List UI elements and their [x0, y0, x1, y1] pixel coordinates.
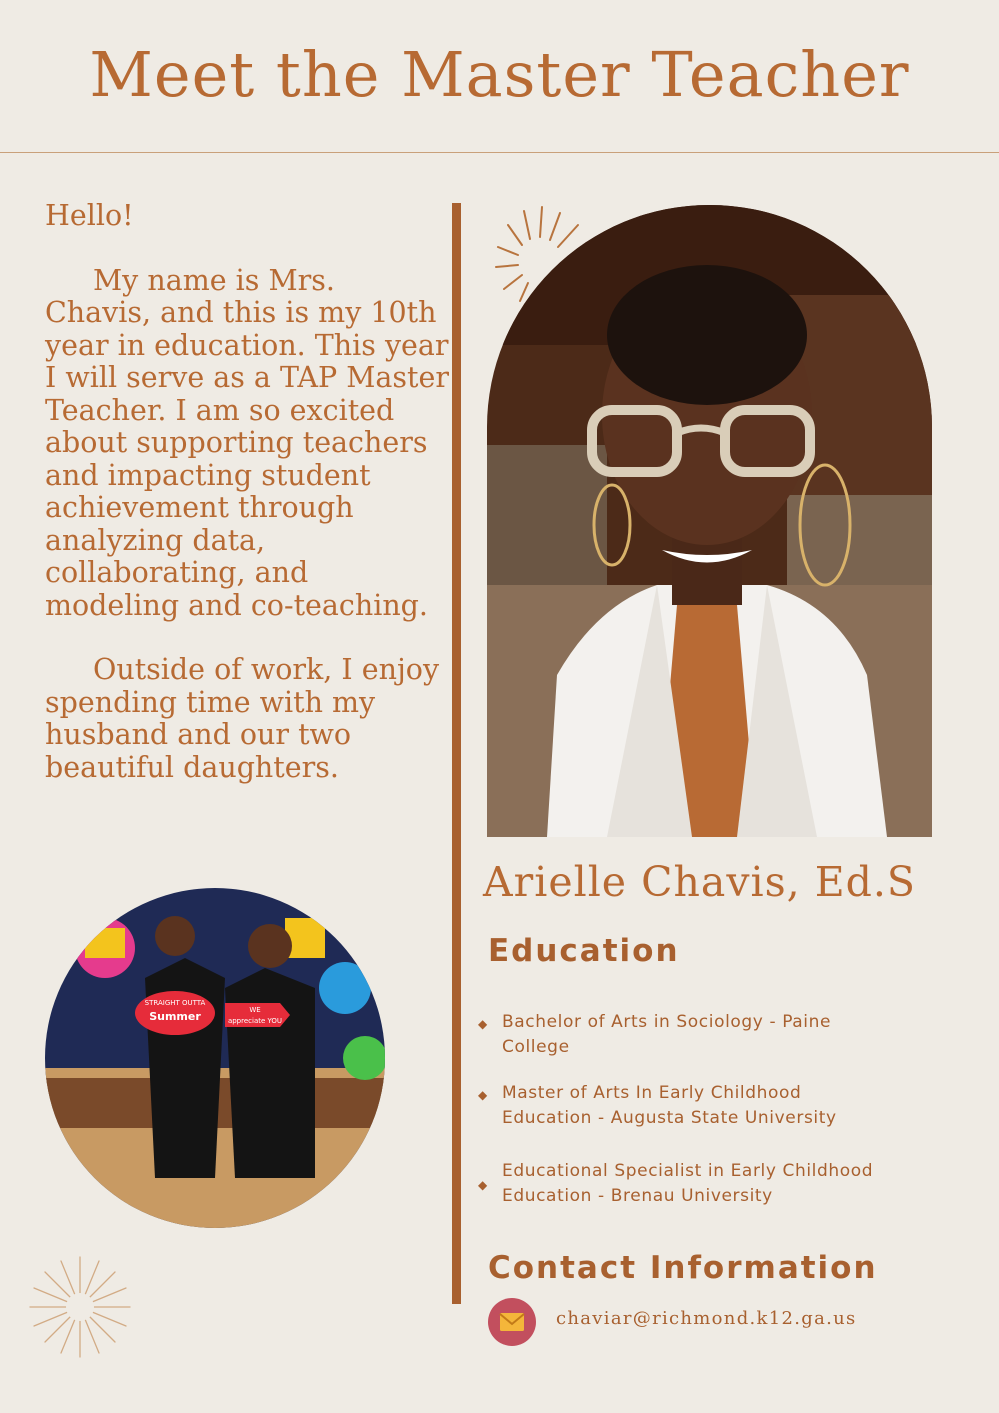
diamond-bullet-icon: ◆ [478, 1088, 488, 1102]
contact-heading: Contact Information [488, 1250, 878, 1286]
summer-sign-top: STRAIGHT OUTTA [144, 999, 206, 1007]
summer-sign-bottom: Summer [149, 1010, 201, 1023]
intro-paragraph-1: My name is Mrs. Chavis, and this is my 10th year in education. This year I will serve as a TAP Master Teacher. I am so excited about supporting teachers and impacting student achievement through analyzing data, collaborating, and modeling and co-teaching. [45, 263, 449, 622]
header-rule [0, 152, 999, 153]
starburst-decoration-icon [28, 1255, 132, 1359]
appreciate-sign-top: WE [249, 1006, 261, 1014]
contact-email[interactable]: chaviar@richmond.k12.ga.us [556, 1308, 857, 1329]
appreciate-sign-bottom: appreciate YOU [227, 1017, 283, 1025]
intro-greeting: Hello! [45, 199, 134, 232]
envelope-icon [488, 1298, 536, 1346]
teachers-photo [45, 888, 385, 1228]
diamond-bullet-icon: ◆ [478, 1017, 488, 1031]
intro-text [45, 200, 450, 784]
teacher-name: Arielle Chavis, Ed.S [483, 858, 917, 906]
education-heading: Education [488, 933, 680, 969]
portrait-photo [487, 205, 932, 837]
education-item: ◆ Bachelor of Arts in Sociology - Paine College [478, 1012, 832, 1057]
diamond-bullet-icon: ◆ [478, 1178, 488, 1192]
education-item: ◆ Educational Specialist in Early Childhood Education - Brenau University [478, 1161, 874, 1206]
education-item: ◆ Master of Arts In Early Childhood Education - Augusta State University [478, 1083, 837, 1128]
intro-paragraph-2: Outside of work, I enjoy spending time with my husband and our two beautiful daughters. [45, 653, 440, 784]
vertical-divider [452, 203, 461, 1304]
page-title: Meet the Master Teacher [89, 38, 910, 111]
teacher-portrait [487, 205, 932, 837]
education-list [478, 1010, 878, 1208]
group-photo [45, 888, 385, 1228]
appreciate-sign [225, 1003, 290, 1027]
summer-sign [135, 991, 215, 1035]
